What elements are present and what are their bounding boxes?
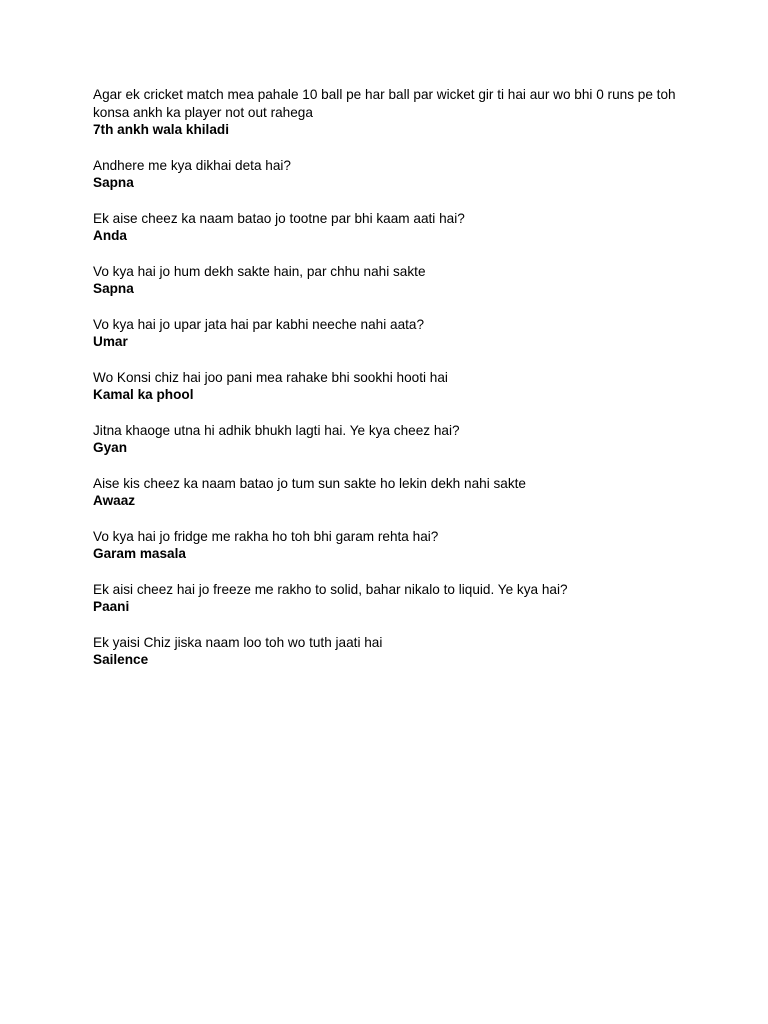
riddle-answer: Sapna [93,175,134,190]
riddle-answer: Anda [93,228,127,243]
riddle-question: Ek yaisi Chiz jiska naam loo toh wo tuth jaati hai [93,634,383,650]
riddle-item [93,210,683,245]
riddle-answer: Paani [93,599,130,614]
riddle-item [93,422,683,457]
riddle-question: Vo kya hai jo fridge me rakha ho toh bhi garam rehta hai? [93,528,439,544]
riddle-answer: Sapna [93,281,134,296]
riddle-answer: Awaaz [93,493,136,508]
riddle-question: Ek aisi cheez hai jo freeze me rakho to solid, bahar nikalo to liquid. Ye kya hai? [93,581,568,597]
riddle-question: Andhere me kya dikhai deta hai? [93,157,291,173]
riddle-item [93,528,683,563]
riddle-answer: Umar [93,334,128,349]
riddle-answer: 7th ankh wala khiladi [93,122,229,137]
riddle-item [93,316,683,351]
riddle-question: Ek aise cheez ka naam batao jo tootne par bhi kaam aati hai? [93,210,465,226]
riddle-question: Jitna khaoge utna hi adhik bhukh lagti hai. Ye kya cheez hai? [93,422,460,438]
riddle-item [93,369,683,404]
riddle-item [93,634,683,669]
riddle-answer: Gyan [93,440,127,455]
riddle-question: Aise kis cheez ka naam batao jo tum sun sakte ho lekin dekh nahi sakte [93,475,526,491]
riddle-question: Agar ek cricket match mea pahale 10 ball pe har ball par wicket gir ti hai aur wo bhi 0 runs pe toh konsa ankh ka player not out rahega [93,87,676,120]
riddle-question: Vo kya hai jo upar jata hai par kabhi neeche nahi aata? [93,316,425,332]
riddle-answer: Kamal ka phool [93,387,194,402]
riddle-item [93,581,683,616]
riddle-item [93,86,683,139]
riddle-question: Wo Konsi chiz hai joo pani mea rahake bhi sookhi hooti hai [93,369,448,385]
riddle-question: Vo kya hai jo hum dekh sakte hain, par chhu nahi sakte [93,263,426,279]
riddle-item [93,263,683,298]
riddle-answer: Sailence [93,652,149,667]
riddle-item [93,157,683,192]
riddle-answer: Garam masala [93,546,186,561]
riddle-item [93,475,683,510]
document-page [93,86,683,687]
